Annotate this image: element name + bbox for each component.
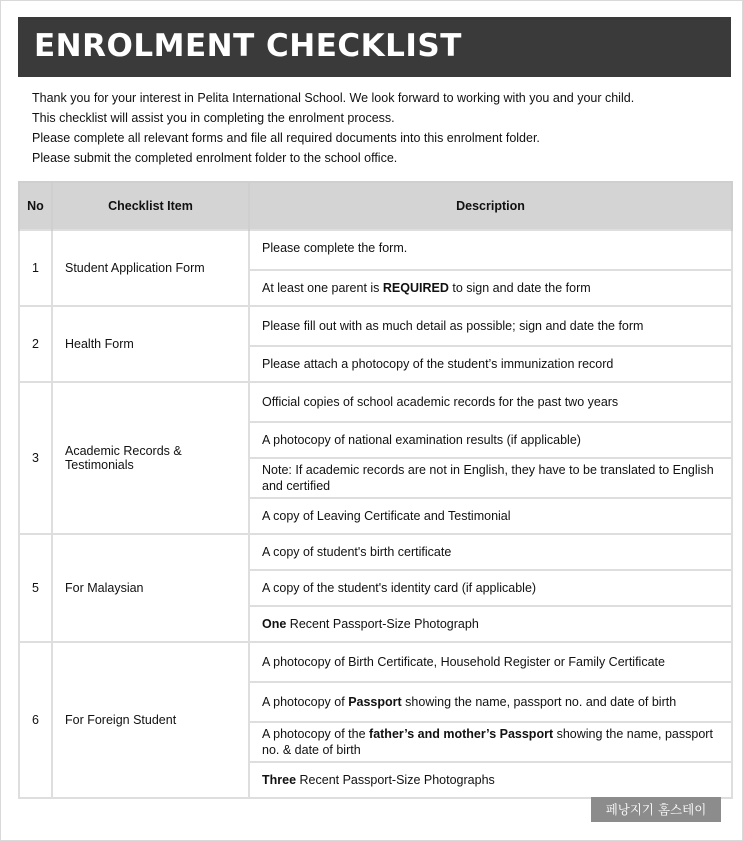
description-text: Please fill out with as much detail as possible; sign and date the form	[262, 319, 644, 333]
checklist-table	[18, 181, 733, 799]
description-text: A photocopy of	[262, 695, 349, 709]
description-cell	[249, 306, 732, 346]
emphasis-text: One	[262, 617, 287, 631]
description-text: A photocopy of national examination results (if applicable)	[262, 433, 581, 447]
description-cell	[249, 606, 732, 642]
checklist-item: For Foreign Student	[52, 642, 249, 798]
description-text: A copy of student's birth certificate	[262, 545, 452, 559]
row-number: 3	[19, 382, 52, 534]
description-cell	[249, 534, 732, 570]
description-text: A copy of the student's identity card (if applicable)	[262, 581, 537, 595]
description-text: A copy of Leaving Certificate and Testimonial	[262, 509, 511, 523]
checklist-item: Health Form	[52, 306, 249, 382]
description-cell	[249, 570, 732, 606]
table-row	[19, 642, 732, 682]
description-cell	[249, 346, 732, 382]
description-cell	[249, 722, 732, 762]
column-header-no: No	[19, 182, 52, 230]
description-text: Recent Passport-Size Photograph	[286, 617, 479, 631]
intro-text	[32, 88, 634, 168]
emphasis-text: father’s and mother’s Passport	[369, 727, 554, 741]
description-text: showing the name, passport no. & date of birth	[262, 727, 713, 757]
emphasis-text: Three	[262, 773, 297, 787]
description-cell	[249, 682, 732, 722]
checklist-item: Student Application Form	[52, 230, 249, 306]
table-row	[19, 306, 732, 346]
description-text: Please complete the form.	[262, 241, 408, 255]
description-text: A photocopy of Birth Certificate, Household Register or Family Certificate	[262, 655, 665, 669]
description-text: Please attach a photocopy of the student’s immunization record	[262, 357, 614, 371]
row-number: 2	[19, 306, 52, 382]
description-text: showing the name, passport no. and date of birth	[401, 695, 677, 709]
column-header-description: Description	[249, 182, 732, 230]
description-text: At least one parent is	[262, 281, 383, 295]
row-number: 5	[19, 534, 52, 642]
intro-line: Please complete all relevant forms and file all required documents into this enrolment folder.	[32, 131, 540, 145]
page-title: ENROLMENT CHECKLIST	[18, 17, 731, 77]
description-text: to sign and date the form	[448, 281, 591, 295]
checklist-item: For Malaysian	[52, 534, 249, 642]
description-text: Recent Passport-Size Photographs	[296, 773, 495, 787]
table-row	[19, 534, 732, 570]
table-row	[19, 230, 732, 270]
column-header-item: Checklist Item	[52, 182, 249, 230]
description-text: Official copies of school academic records for the past two years	[262, 395, 619, 409]
checklist-item: Academic Records & Testimonials	[52, 382, 249, 534]
emphasis-text: Passport	[348, 695, 402, 709]
description-cell	[249, 762, 732, 798]
row-number: 6	[19, 642, 52, 798]
intro-line: This checklist will assist you in completing the enrolment process.	[32, 111, 395, 125]
description-cell	[249, 270, 732, 306]
checklist-body	[19, 230, 732, 798]
row-number: 1	[19, 230, 52, 306]
intro-line: Thank you for your interest in Pelita International School. We look forward to working with you and your child.	[32, 91, 635, 105]
description-cell	[249, 382, 732, 422]
table-row	[19, 382, 732, 422]
description-cell	[249, 642, 732, 682]
description-cell	[249, 498, 732, 534]
description-text: Note: If academic records are not in English, they have to be translated to English and certified	[262, 463, 714, 493]
description-cell	[249, 458, 732, 498]
description-text: A photocopy of the	[262, 727, 370, 741]
intro-line: Please submit the completed enrolment folder to the school office.	[32, 151, 398, 165]
description-cell	[249, 422, 732, 458]
watermark-badge: 페낭지기 홈스테이	[591, 797, 721, 822]
description-cell	[249, 230, 732, 270]
table-header-row	[19, 182, 732, 230]
emphasis-text: REQUIRED	[382, 281, 449, 295]
